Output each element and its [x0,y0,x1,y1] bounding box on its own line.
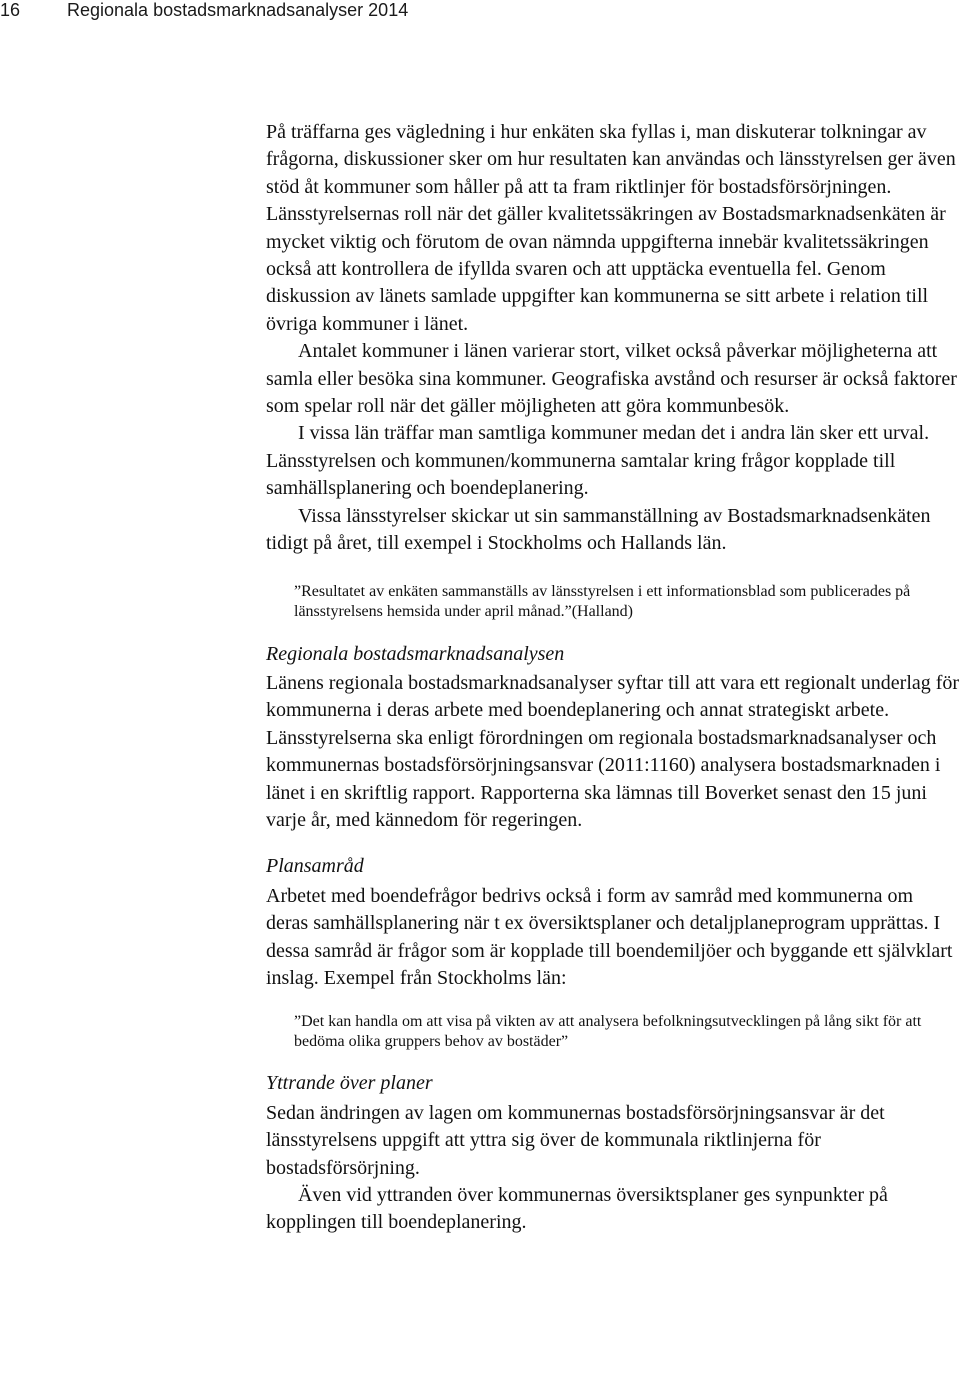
paragraph-intro: På träffarna ges vägledning i hur enkäten ska fyllas i, man diskuterar tolkningar av frågorna, diskussioner sker om hur resultaten kan användas och länsstyrelsen ger även stöd åt kommuner som håller på att ta fram riktlinjer för bostadsförsörjningen. Länsstyrelsernas roll när det gäller kvalitetssäkringen av Bostadsmarknadsenkäten är mycket viktig och förutom de ovan nämnda uppgifterna innebär kvalitetssäkringen också att kontrollera de ifyllda svaren och att upptäcka eventuella fel. Genom diskussion av länets samlade uppgifter kan kommunerna se sitt arbete i relation till övriga kommuner i länet. [266,121,956,335]
document-body [266,119,960,1237]
quote-stockholm: ”Det kan handla om att visa på vikten av att analysera befolkningsutvecklingen på lång sikt för att bedöma olika gruppers behov av bostäder” [294,1013,922,1051]
paragraph-overview-plans: Även vid yttranden över kommunernas översiktsplaner ges synpunkter på kopplingen till boendeplanering. [266,1184,888,1234]
page-header [0,0,960,24]
section-heading-regional-analysis: Regionala bostadsmarknadsanalysen [266,642,565,665]
running-title: Regionala bostadsmarknadsanalyser 2014 [67,0,409,20]
quote-halland: ”Resultatet av enkäten sammanställs av länsstyrelsen i ett informationsblad som publicerades på länsstyrelsens hemsida under april månad.”(Halland) [294,582,911,620]
paragraph-municipality-count: Antalet kommuner i länen varierar stort, vilket också påverkar möjligheterna att samla eller besöka sina kommuner. Geografiska avstånd och resurser är också faktorer som spelar roll när det gäller möjligheten att göra kommunbesök. [266,340,957,418]
paragraph-summary: Vissa länsstyrelser skickar ut sin sammanställning av Bostadsmarknadsenkäten tidigt på året, till exempel i Stockholms och Hallands län. [266,504,931,555]
section-heading-statements: Yttrande över planer [266,1072,433,1095]
page-number: 16 [0,0,21,20]
section-heading-plansamrad: Plansamråd [266,855,364,878]
paragraph-meetings: I vissa län träffar man samtliga kommuner medan det i andra län sker ett urval. Länsstyrelsen och kommunen/kommunerna samtalar kring frågor kopplade till samhällsplanering och boendeplanering. [266,422,930,500]
paragraph-statements: Sedan ändringen av lagen om kommunernas bostadsförsörjningsansvar är det länsstyrelsens uppgift att yttra sig över de kommunala riktlinjerna för bostadsförsörjning. [266,1101,885,1179]
paragraph-regional-analysis: Länens regionala bostadsmarknadsanalyser syftar till att vara ett regionalt underlag för kommunerna i deras arbete med boendeplanering och annat strategiskt arbete. Länsstyrelserna ska enligt förordningen om regionala bostadsmarknadsanalyser och kommunernas bostadsförsörjningsansvar (2011:1160) analysera bostadsmarknaden i länet i en skriftlig rapport. Rapporterna ska lämnas till Boverket senast den 15 juni varje år, med kännedom för regeringen. [266,671,960,831]
paragraph-plansamrad: Arbetet med boendefrågor bedrivs också i form av samråd med kommunerna om deras samhällsplanering när t ex översiktsplaner och detaljplaneprogram upprättas. I dessa samråd är frågor som är kopplade till boendemiljöer och byggande ett självklart inslag. Exempel från Stockholms län: [266,884,953,989]
